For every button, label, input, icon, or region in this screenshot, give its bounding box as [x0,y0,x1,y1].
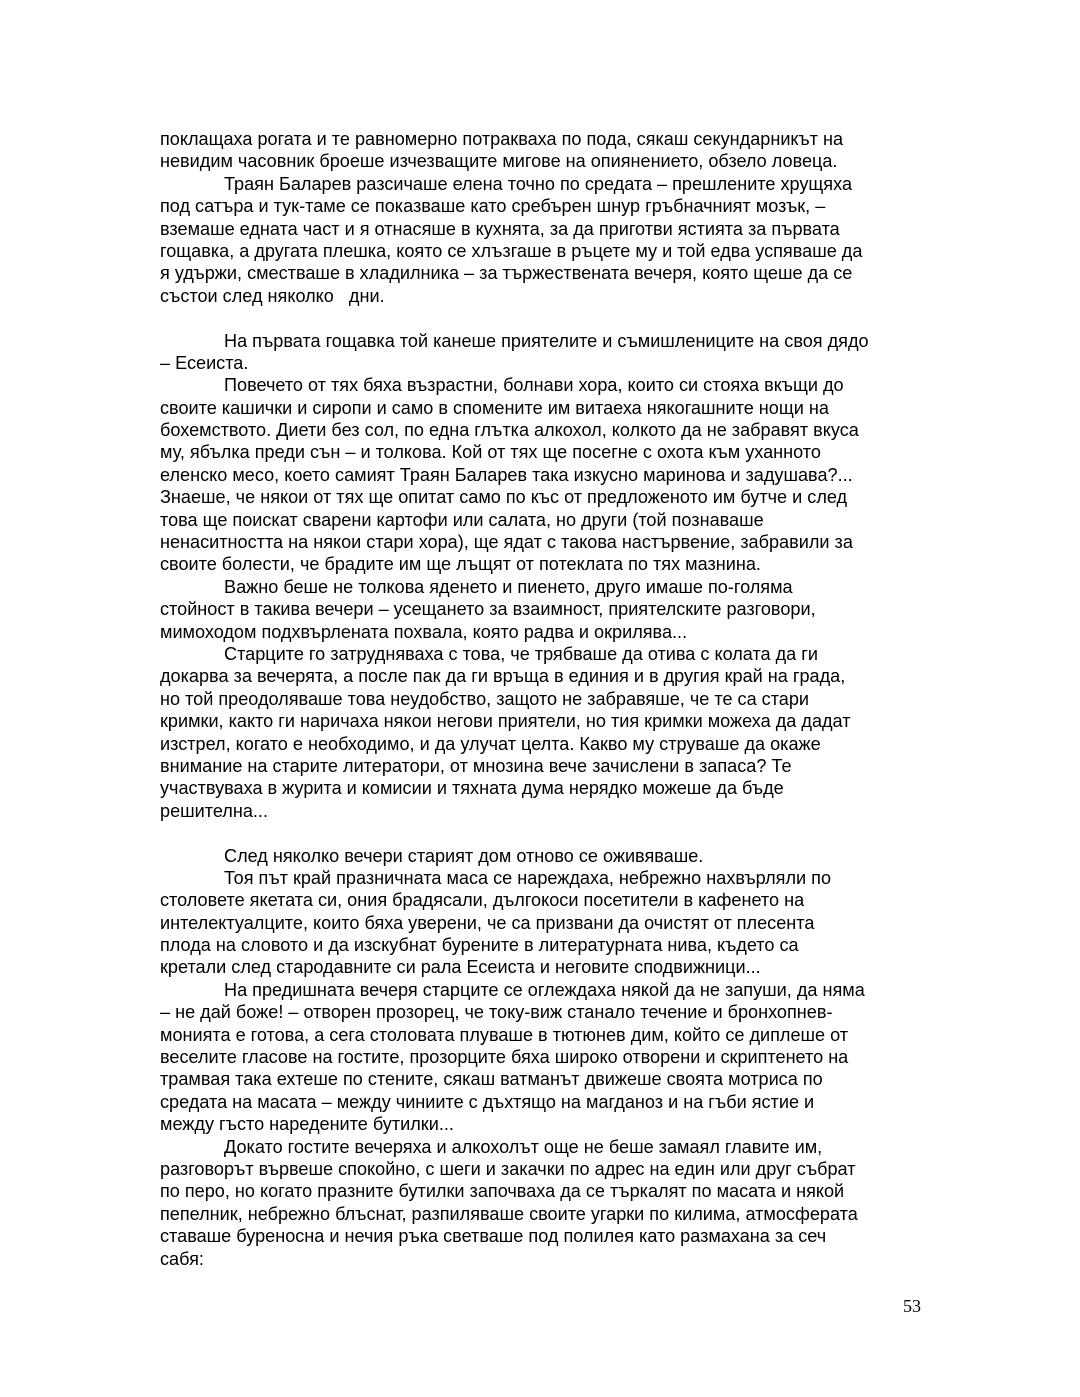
paragraph-break [160,822,920,844]
text-line: това ще поискат сварени картофи или салата, но други (той познаваше [160,509,764,530]
text-line: ставаше буреносна и нечия ръка светваше под полилея като размахана за сеч [160,1226,827,1247]
text-line: му, ябълка преди сън – и толкова. Кой от тях ще посегне с охота към уханното [160,442,821,463]
text-line: Повечето от тях бяха възрастни, болнави хора, които си стояха вкъщи до [224,375,844,396]
text-line: кретали след стародавните си рала Есеиста и неговите сподвижници... [160,957,761,978]
text-line: На предишната вечеря старците се оглеждаха някой да не запуши, да няма [224,979,865,1000]
text-line: мимоходом подхвърлената похвала, която радва и окрилява... [160,621,688,642]
text-line: – не дай боже! – отворен прозорец, че току-виж станало течение и бронхопнев- [160,1002,833,1023]
text-line: Докато гостите вечеряха и алкохолът още не беше замаял главите им, [224,1136,823,1157]
text-line: Тоя път край празничната маса се нареждаха, небрежно нахвърляли по [224,867,832,888]
document-body [160,128,920,1270]
text-line: Старците го затрудняваха с това, че трябваше да отива с колата да ги [224,643,818,664]
text-line: разговорът вървеше спокойно, с шеги и закачки по адрес на един или друг събрат [160,1158,856,1179]
text-line: по перо, но когато празните бутилки започваха да се търкалят по масата и някой [160,1181,845,1202]
text-line: трамвая така ехтеше по стените, сякаш ватманът движеше своята мотриса по [160,1069,823,1090]
text-line: бохемството. Диети без сол, по една глътка алкохол, колкото да не забравят вкуса [160,420,859,441]
text-line: своите болести, че брадите им ще лъщят от потеклата по тях мазнина. [160,554,761,575]
text-line: я удържи, сместваше в хладилника – за тържествената вечеря, която щеше да се [160,263,853,284]
text-line: между гъсто наредените бутилки... [160,1114,454,1135]
text-line: средата на масата – между чиниите с дъхтящо на магданоз и на гъби ястие и [160,1091,815,1112]
text-line: под сатъра и тук-таме се показваше като сребърен шнур гръбначният мозък, – [160,196,826,217]
text-line: На първата гощавка той канеше приятелите и съмишлениците на своя дядо [224,330,869,351]
text-line: състои след няколко дни. [160,285,385,306]
text-line: гощавка, а другата плешка, която се хлъзгаше в ръцете му и той едва успяваше да [160,240,863,261]
text-line: внимание на старите литератори, от мнозина вече зачислени в запаса? Те [160,755,792,776]
text-line: пепелник, небрежно блъснат, разпиляваше своите угарки по килима, атмосферата [160,1203,858,1224]
text-line: еленско месо, което самият Траян Баларев така изкусно маринова и задушава?... [160,464,853,485]
paragraph-break [160,307,920,329]
text-line: Знаеше, че някои от тях ще опитат само по къс от предложеното им бутче и след [160,487,848,508]
text-line: своите кашички и сиропи и само в спомените им витаеха някогашните нощи на [160,397,829,418]
text-line: монията е готова, а сега столовата плуваше в тютюнев дим, който се диплеше от [160,1024,849,1045]
text-line: поклащаха рогата и те равномерно потракваха по пода, сякаш секундарникът на [160,129,844,149]
text-line: веселите гласове на гостите, прозорците бяха широко отворени и скриптенето на [160,1047,849,1068]
text-line: интелектуалците, които бяха уверени, че са призвани да очистят от плесента [160,912,815,933]
text-line: столовете якетата си, ония брадясали, дългокоси посетители в кафенето на [160,890,805,911]
text-line: стойност в такива вечери – усещането за взаимност, приятелските разговори, [160,599,816,620]
text-line: решителна... [160,800,268,821]
page-number: 53 [903,1296,921,1316]
text-line: – Есеиста. [160,352,249,373]
text-line: кримки, както ги наричаха някои негови приятели, но тия кримки можеха да дадат [160,711,851,732]
text-line: изстрел, когато е необходимо, и да улучат целта. Какво му струваше да окаже [160,733,821,754]
text-line: вземаше едната част и я отнасяше в кухнята, за да приготви ястията за първата [160,218,840,239]
text-line: Траян Баларев разсичаше елена точно по средата – прешлените хрущяха [224,173,853,194]
text-line: Важно беше не толкова яденето и пиенето, друго имаше по-голяма [224,576,793,597]
text-line: сабя: [160,1248,204,1269]
text-line: но той преодоляваше това неудобство, защото не забравяше, че те са стари [160,688,810,709]
text-line: невидим часовник броеше изчезващите мигове на опиянението, обзело ловеца. [160,151,838,172]
text-line: участвуваха в журита и комисии и тяхната дума нерядко можеше да бъде [160,778,784,799]
text-line: ненаситността на някои стари хора), ще ядат с такова настървение, забравили за [160,532,853,553]
text-line: След няколко вечери старият дом отново се оживяваше. [224,845,704,866]
text-line: докарва за вечерята, а после пак да ги връща в единия и в другия край на града, [160,666,846,687]
text-line: плода на словото и да изскубнат бурените в литературната нива, където са [160,935,799,956]
